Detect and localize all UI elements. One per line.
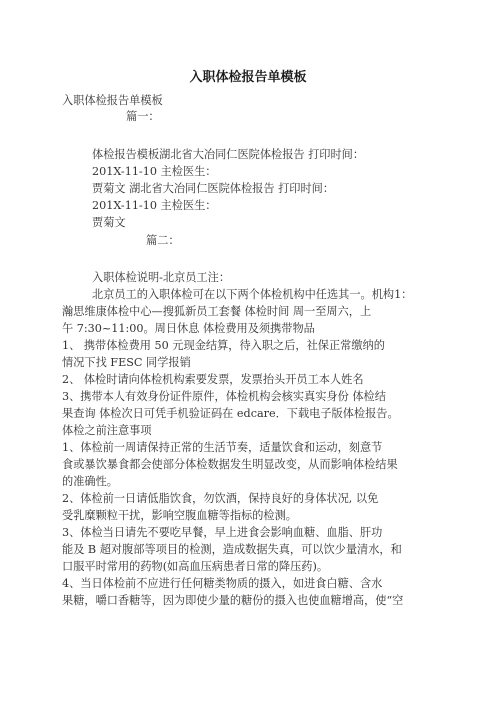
text-line: 201X-11-10 主检医生： bbox=[92, 165, 217, 178]
text-line: 1、 携带体检费用 50 元现金结算，待入职之后，社保正常缴纳的 bbox=[62, 339, 385, 352]
section-heading: 篇一： bbox=[126, 110, 160, 123]
document-title: 入职体检报告单模板 bbox=[189, 70, 307, 85]
section-heading: 篇二： bbox=[146, 234, 180, 247]
text-line: 的准确性。 bbox=[62, 475, 118, 488]
text-line: 受乳糜颗粒干扰，影响空腹血糖等指标的检测。 bbox=[62, 509, 297, 522]
text-line: 201X-11-10 主检医生： bbox=[92, 199, 217, 212]
text-line: 体检之前注意事项 bbox=[62, 424, 152, 437]
text-line: 果查询 体检次日可凭手机验证码在 edcare．下载电子版体检报告。 bbox=[62, 407, 399, 420]
text-line: 能及 B 超对腹部等项目的检测，造成数据失真，可以饮少量清水，和 bbox=[62, 543, 402, 556]
text-line: 3、携带本人有效身份证件原件，体检机构会核实真实身份 体检结 bbox=[62, 390, 386, 403]
text-line: 3、体检当日请先不要吃早餐，早上进食会影响血糖、血脂、肝功 bbox=[62, 526, 383, 539]
text-line: 贾菊文 bbox=[92, 216, 126, 229]
text-line: 情况下找 FESC 同学报销 bbox=[62, 356, 191, 369]
text-line: 午 7:30~11:00。周日休息 体检费用及须携带物品 bbox=[62, 322, 315, 335]
text-line: 2、 体检时请向体检机构索要发票，发票抬头开员工本人姓名 bbox=[62, 373, 364, 386]
text-line: 4、当日体检前不应进行任何糖类物质的摄入，如进食白糖、含水 bbox=[62, 577, 383, 590]
text-line: 1、体检前一周请保持正常的生活节奏，适量饮食和运动，刻意节 bbox=[62, 441, 383, 454]
text-line: 口服平时常用的药物(如高血压病患者日常的降压药)。 bbox=[62, 560, 329, 573]
text-line: 入职体检报告单模板 bbox=[62, 94, 163, 107]
text-line: 贾菊文 湖北省大冶同仁医院体检报告 打印时间： bbox=[92, 182, 335, 195]
text-line: 入职体检说明-北京员工注： bbox=[92, 271, 231, 284]
text-line: 食或暴饮暴食都会使部分体检数据发生明显改变，从而影响体检结果 bbox=[62, 458, 398, 471]
text-line: 果糖，嚼口香糖等，因为即使少量的糖份的摄入也使血糖增高，使“空 bbox=[62, 594, 404, 607]
text-line: 瀚思维康体检中心—搜狐新员工套餐 体检时间 周一至周六，上 bbox=[62, 305, 372, 318]
text-line: 体检报告模板湖北省大冶同仁医院体检报告 打印时间： bbox=[92, 148, 365, 161]
text-line: 北京员工的入职体检可在以下两个体检机构中任选其一。机构1： bbox=[92, 288, 413, 301]
text-line: 2、体检前一日请低脂饮食，勿饮酒，保持良好的身体状况, 以免 bbox=[62, 492, 379, 505]
